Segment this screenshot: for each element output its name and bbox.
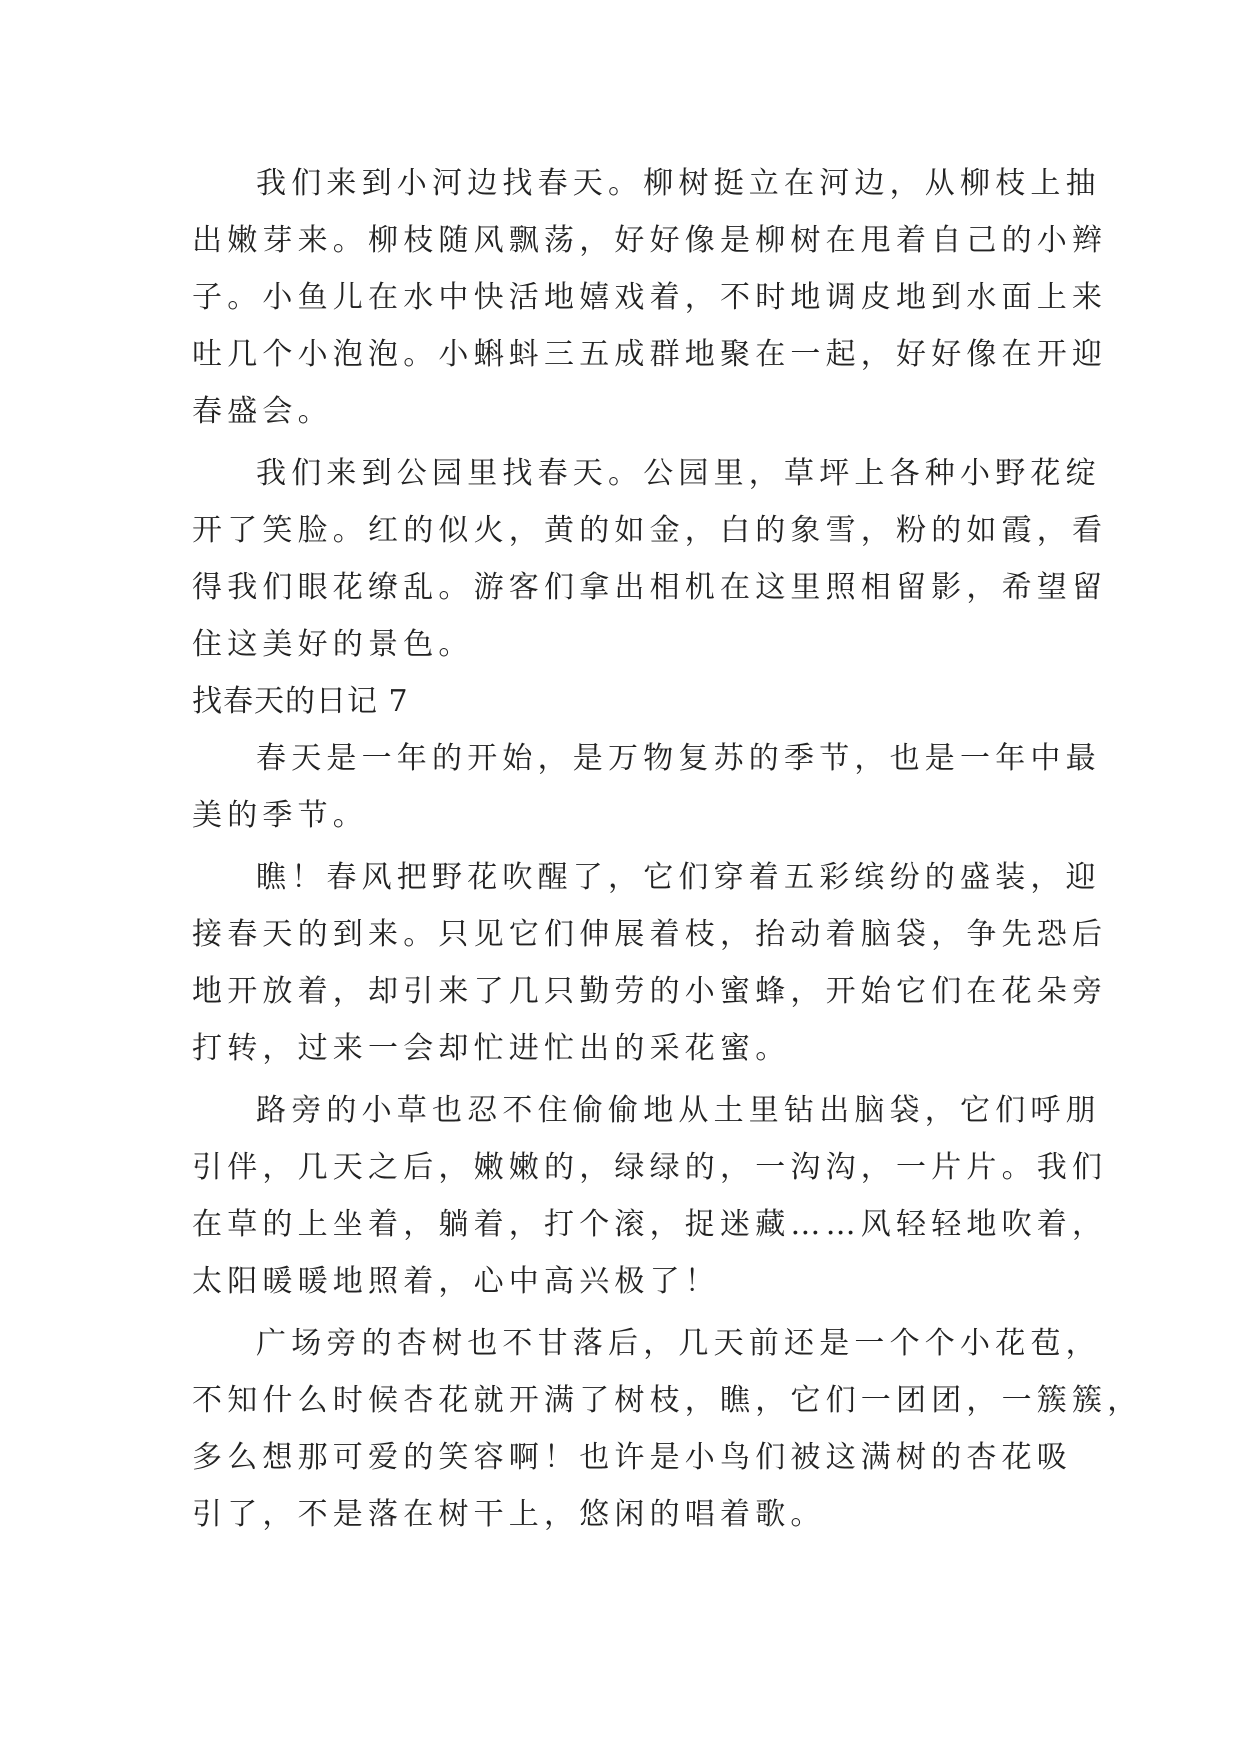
text-line: 太阳暖暖地照着，心中高兴极了！ [192, 1264, 720, 1299]
text-line: 春盛会。 [192, 394, 333, 429]
text-line: 打转，过来一会却忙进忙出的采花蜜。 [192, 1031, 791, 1066]
text-line: 美的季节。 [192, 798, 368, 833]
paragraph-park [192, 445, 1108, 673]
document-body [192, 155, 1143, 1543]
text-line: 引了，不是落在树干上，悠闲的唱着歌。 [192, 1497, 826, 1532]
paragraph-grass [192, 1082, 1108, 1310]
text-line: 地开放着，却引来了几只勤劳的小蜜蜂，开始它们在花朵旁 [192, 974, 1108, 1009]
text-line: 开了笑脸。红的似火，黄的如金，白的象雪，粉的如霞，看 [192, 513, 1108, 548]
text-line: 我们来到小河边找春天。柳树挺立在河边，从柳枝上抽 [256, 166, 1101, 201]
text-line: 不知什么时候杏花就开满了树枝，瞧，它们一团团，一簇簇， [192, 1383, 1143, 1418]
text-line: 广场旁的杏树也不甘落后，几天前还是一个个小花苞， [256, 1326, 1101, 1361]
text-line: 春天是一年的开始，是万物复苏的季节，也是一年中最 [256, 741, 1101, 776]
text-line: 路旁的小草也忍不住偷偷地从土里钻出脑袋，它们呼朋 [256, 1093, 1101, 1128]
text-line: 住这美好的景色。 [192, 627, 474, 662]
section-heading: 找春天的日记 7 [192, 684, 409, 719]
text-line: 接春天的到来。只见它们伸展着枝，抬动着脑袋，争先恐后 [192, 917, 1108, 952]
text-line: 多么想那可爱的笑容啊！也许是小鸟们被这满树的杏花吸 [192, 1440, 1072, 1475]
text-line: 得我们眼花缭乱。游客们拿出相机在这里照相留影，希望留 [192, 570, 1108, 605]
text-line: 引伴，几天之后，嫩嫩的，绿绿的，一沟沟，一片片。我们 [192, 1150, 1108, 1185]
text-line: 我们来到公园里找春天。公园里，草坪上各种小野花绽 [256, 456, 1101, 491]
text-line: 子。小鱼儿在水中快活地嬉戏着，不时地调皮地到水面上来 [192, 280, 1108, 315]
paragraph-wildflowers [192, 849, 1108, 1077]
text-line: 瞧！春风把野花吹醒了，它们穿着五彩缤纷的盛装，迎 [256, 860, 1101, 895]
text-line: 出嫩芽来。柳枝随风飘荡，好好像是柳树在甩着自己的小辫 [192, 223, 1108, 258]
paragraph-spring-intro [192, 730, 1101, 844]
text-line: 在草的上坐着，躺着，打个滚，捉迷藏……风轻轻地吹着， [192, 1207, 1108, 1242]
paragraph-apricot [192, 1315, 1143, 1543]
paragraph-river [192, 155, 1108, 440]
text-line: 吐几个小泡泡。小蝌蚪三五成群地聚在一起，好好像在开迎 [192, 337, 1108, 372]
